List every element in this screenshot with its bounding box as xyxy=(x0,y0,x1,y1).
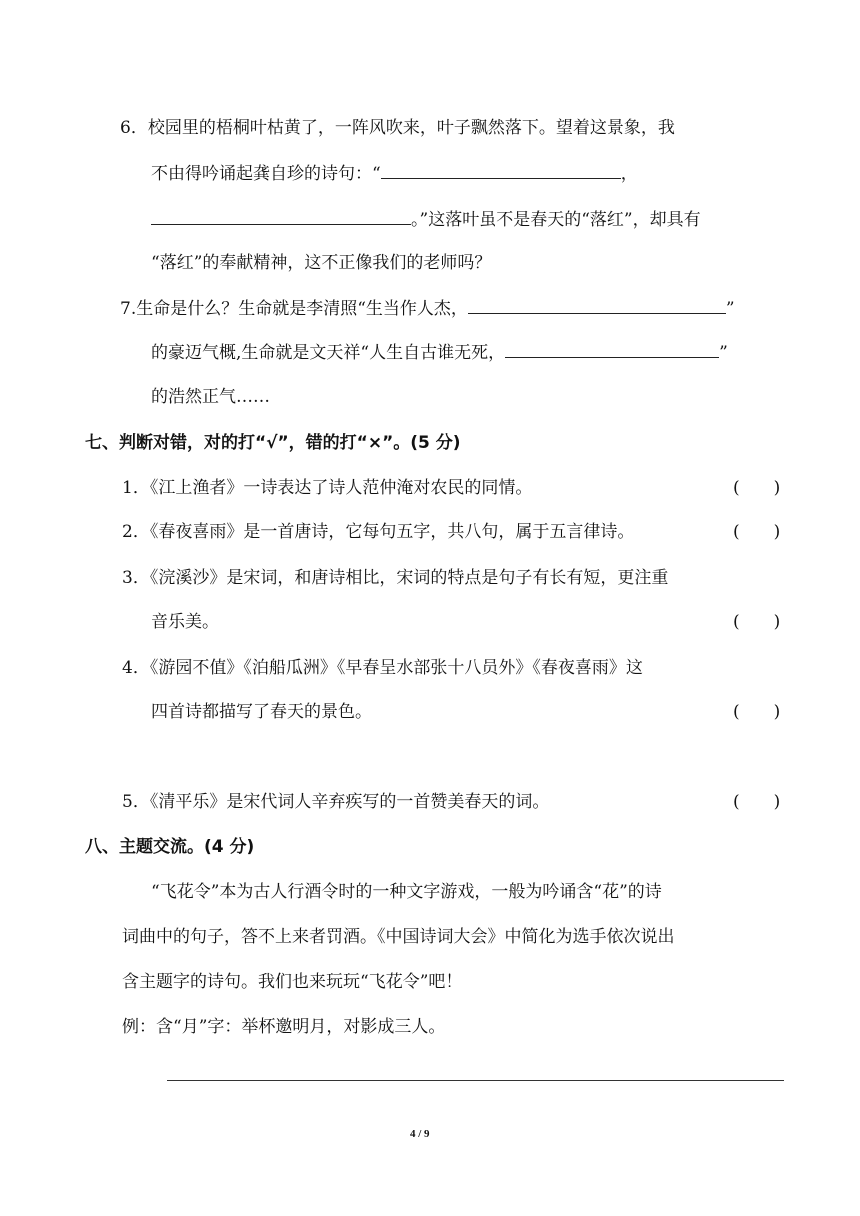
s8-paragraph-line-2: 词曲中的句子，答不上来者罚酒。《中国诗词大会》中简化为选手依次说出 xyxy=(122,927,675,947)
s7-answer-5[interactable]: ( ) xyxy=(733,792,781,812)
section-8-title: 八、主题交流。(4 分) xyxy=(85,837,255,857)
q7-blank-2[interactable] xyxy=(505,343,719,358)
s8-paragraph-line-3: 含主题字的诗句。我们也来玩玩“飞花令”吧！ xyxy=(122,972,463,992)
s7-answer-1[interactable]: ( ) xyxy=(733,478,781,498)
s7-item-4-cont: 四首诗都描写了春天的景色。 xyxy=(151,702,372,722)
q6-line-3-text: 。”这落叶虽不是春天的“落红”，却具有 xyxy=(411,210,701,230)
q7-line-1-text: 7.生命是什么？生命就是李清照“生当作人杰， xyxy=(120,299,468,319)
s7-answer-2[interactable]: ( ) xyxy=(733,522,781,542)
s7-item-1: 1．《江上渔者》一诗表达了诗人范仲淹对农民的同情。 xyxy=(122,478,533,498)
s7-item-4: 4．《游园不值》《泊船瓜洲》《早春呈水部张十八员外》《春夜喜雨》这 xyxy=(122,658,643,678)
q7-line-2 xyxy=(151,341,728,365)
q6-line-1: 6．校园里的梧桐叶枯黄了，一阵风吹来，叶子飘然落下。望着这景象，我 xyxy=(120,118,675,138)
s7-answer-4[interactable]: ( ) xyxy=(733,702,781,722)
s7-answer-3[interactable]: ( ) xyxy=(733,612,781,632)
q6-blank-2[interactable] xyxy=(151,210,411,225)
page-number: 4 / 9 xyxy=(410,1128,430,1140)
q6-line-2-text: 不由得吟诵起龚自珍的诗句：“ xyxy=(151,164,381,184)
q6-line-3 xyxy=(151,208,701,232)
q7-line-1-quote: ” xyxy=(725,299,735,319)
q6-blank-1[interactable] xyxy=(381,164,621,179)
s7-item-3: 3．《浣溪沙》是宋词，和唐诗相比，宋词的特点是句子有长有短，更注重 xyxy=(122,568,669,588)
s7-item-2: 2．《春夜喜雨》是一首唐诗，它每句五字，共八句，属于五言律诗。 xyxy=(122,522,635,542)
section-7-title: 七、判断对错，对的打“√”，错的打“×”。(5 分) xyxy=(85,433,461,453)
q6-line-4: “落红”的奉献精神，这不正像我们的老师吗？ xyxy=(151,253,492,273)
s7-item-3-cont: 音乐美。 xyxy=(151,612,219,632)
q7-blank-1[interactable] xyxy=(468,299,726,314)
s8-answer-line[interactable] xyxy=(167,1080,784,1081)
s8-example: 例：含“月”字：举杯邀明月，对影成三人。 xyxy=(122,1017,446,1037)
s7-item-5: 5．《清平乐》是宋代词人辛弃疾写的一首赞美春天的词。 xyxy=(122,792,550,812)
q6-line-2-comma: ， xyxy=(620,164,638,184)
q7-line-2-quote: ” xyxy=(719,343,728,363)
q6-line-2 xyxy=(151,162,638,186)
q7-line-2-text: 的豪迈气概,生命就是文天祥“人生自古谁无死， xyxy=(151,343,506,363)
q7-line-1 xyxy=(120,297,735,321)
s8-paragraph-line-1: “飞花令”本为古人行酒令时的一种文字游戏，一般为吟诵含“花”的诗 xyxy=(151,882,662,902)
q7-line-3: 的浩然正气…… xyxy=(151,387,270,407)
